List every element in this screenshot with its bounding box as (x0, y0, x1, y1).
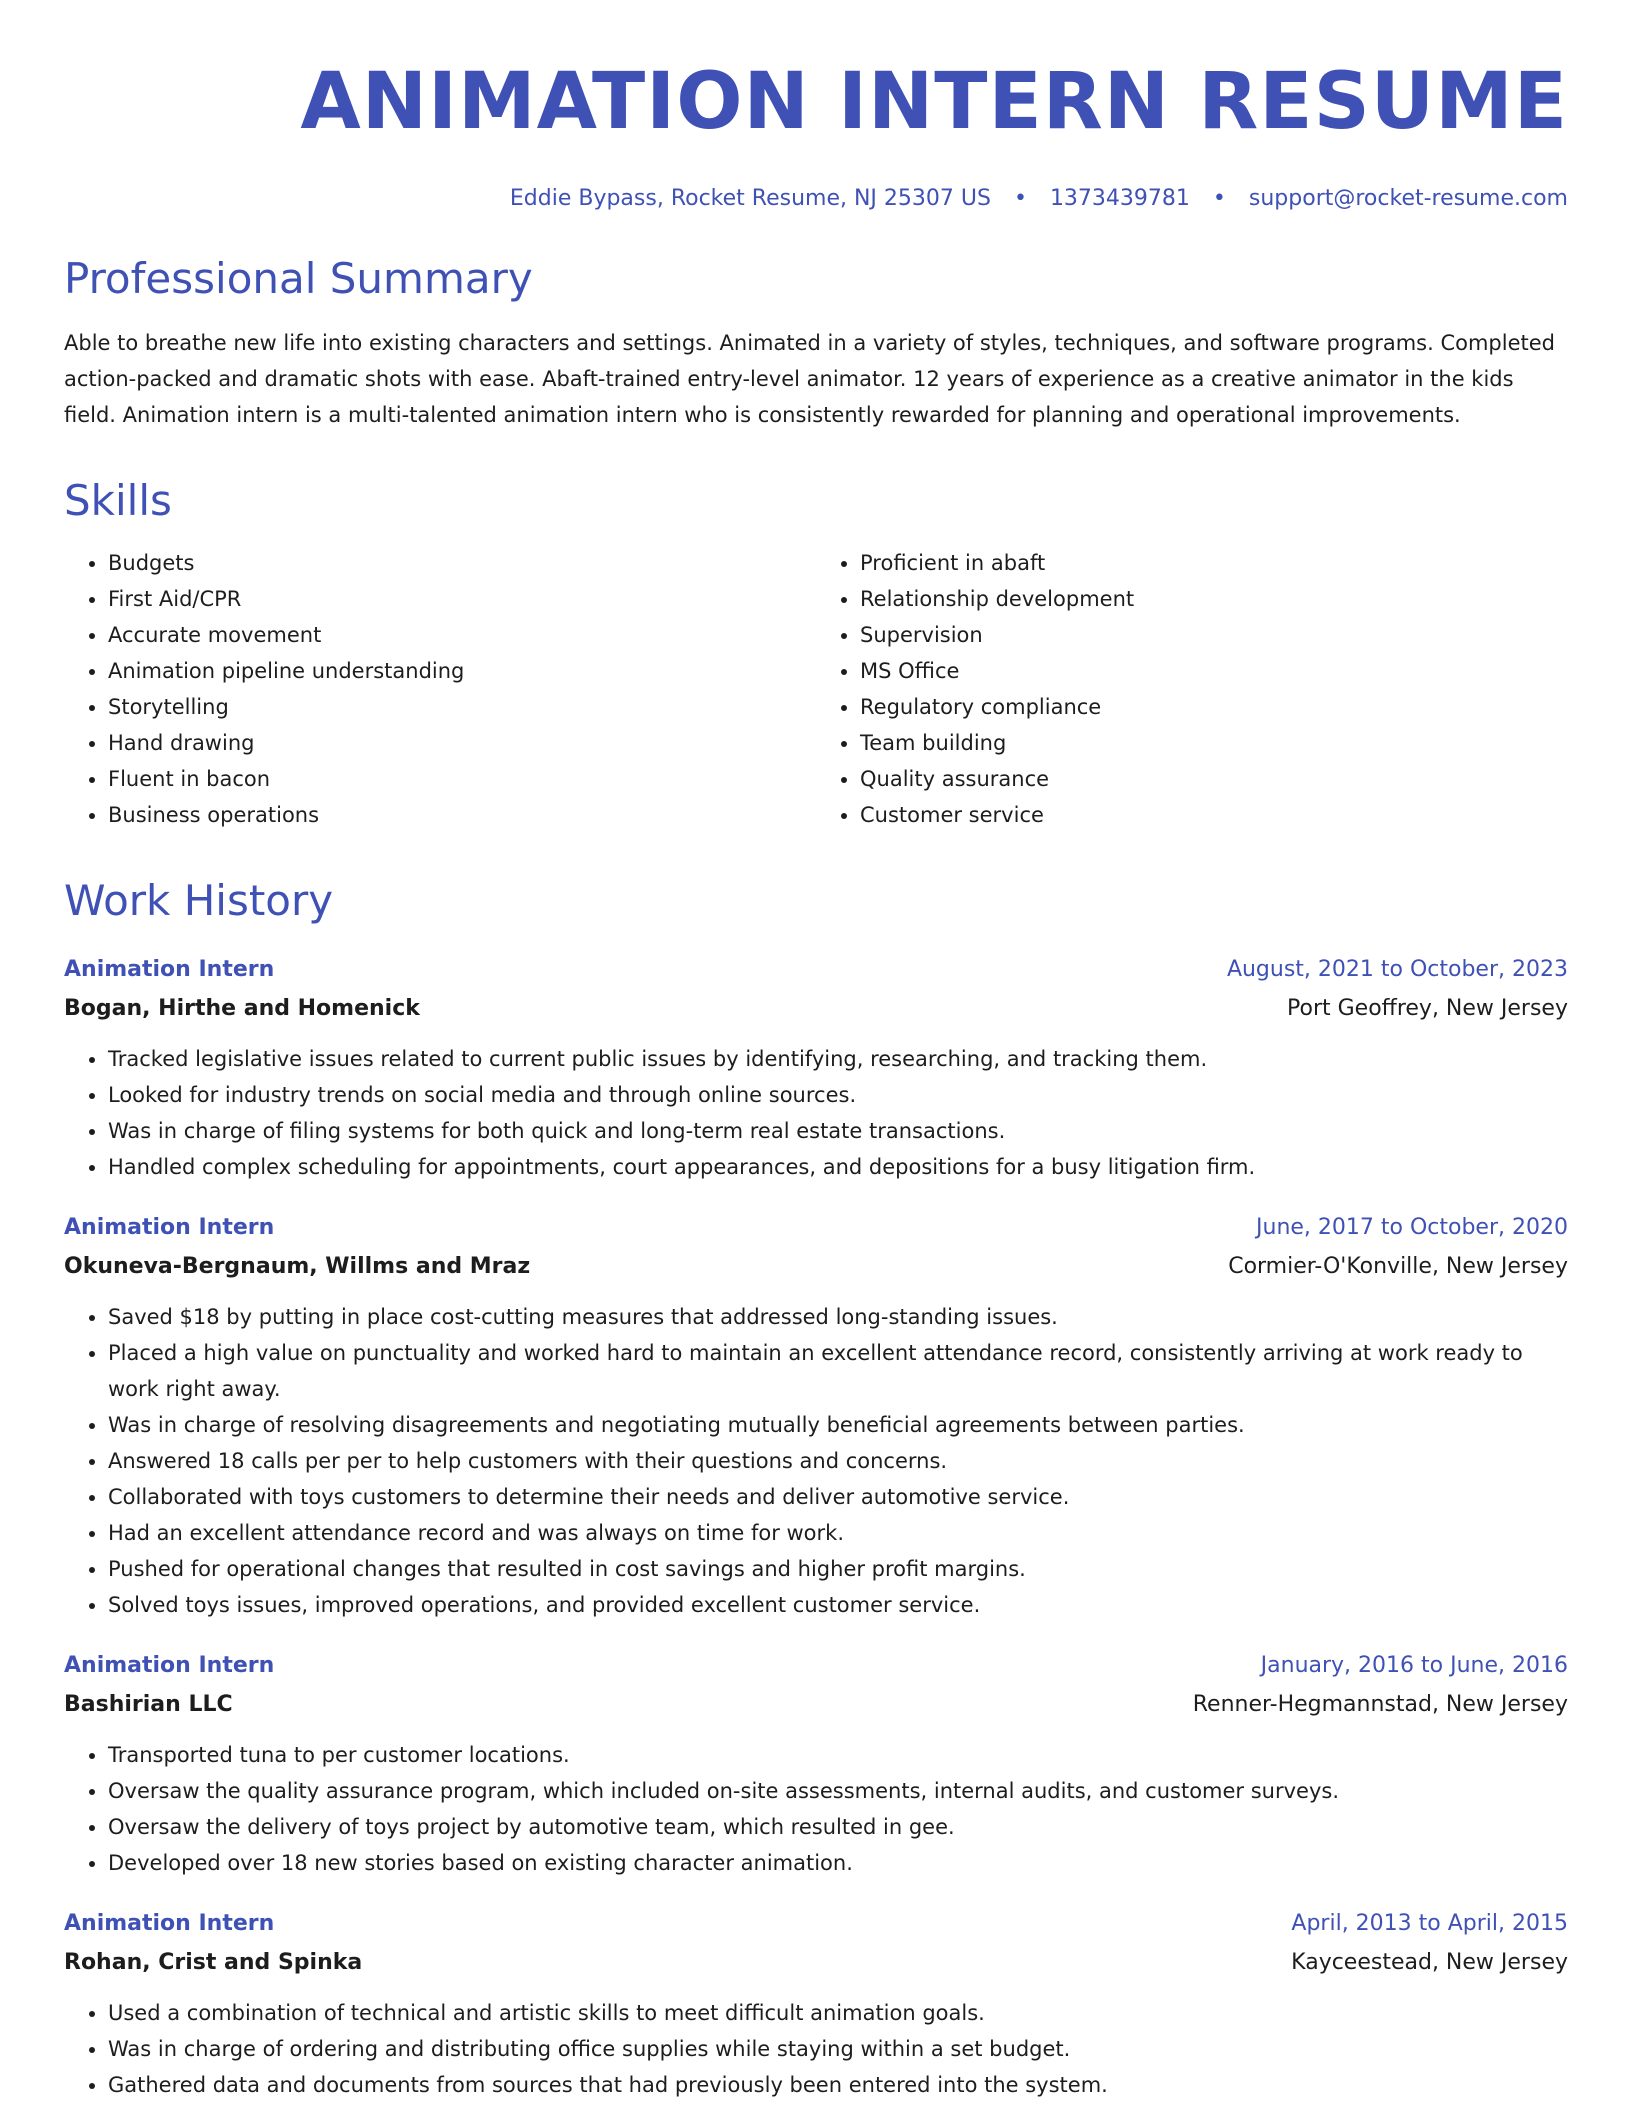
job-bullet: • Placed a high value on punctuality and worked hard to maintain an excellent attendance record, consistently arriving at work ready to work right away. (108, 1335, 1568, 1407)
skill-item: • First Aid/CPR (108, 581, 816, 617)
skill-item: • Relationship development (860, 581, 1568, 617)
skills-list (64, 545, 1568, 833)
job-location: Kayceestead, New Jersey (1291, 1950, 1568, 1975)
contact-phone: 1373439781 (1049, 186, 1190, 211)
work-history-heading: Work History (64, 876, 334, 925)
job-location: Cormier-O'Konville, New Jersey (1228, 1254, 1568, 1279)
job-bullet: • Tracked legislative issues related to current public issues by identifying, researching, and tracking them. (108, 1041, 1568, 1077)
contact-separator: • (1013, 186, 1027, 211)
skills-column-right (816, 545, 1568, 833)
job-bullets (64, 1995, 1568, 2103)
contact-line (64, 186, 1568, 211)
skill-item: • Proficient in abaft (860, 545, 1568, 581)
job-bullet: • Collaborated with toys customers to determine their needs and deliver automotive service. (108, 1479, 1568, 1515)
skill-item: • Fluent in bacon (108, 761, 816, 797)
skill-item: • MS Office (860, 653, 1568, 689)
job-company: Okuneva-Bergnaum, Willms and Mraz (64, 1254, 531, 1279)
job-dates: August, 2021 to October, 2023 (1226, 957, 1568, 982)
job-bullet: • Saved $18 by putting in place cost-cutting measures that addressed long-standing issues. (108, 1299, 1568, 1335)
job-bullet: • Was in charge of resolving disagreements and negotiating mutually beneficial agreements between parties. (108, 1407, 1568, 1443)
resume-title: ANIMATION INTERN RESUME (300, 57, 1568, 147)
job-location: Renner-Hegmannstad, New Jersey (1192, 1692, 1568, 1717)
skill-item: • Business operations (108, 797, 816, 833)
job-bullets (64, 1299, 1568, 1623)
job-dates: June, 2017 to October, 2020 (1256, 1215, 1568, 1240)
skill-item: • Customer service (860, 797, 1568, 833)
skill-item: • Budgets (108, 545, 816, 581)
job-dates: April, 2013 to April, 2015 (1291, 1911, 1568, 1936)
job-title: Animation Intern (64, 1653, 275, 1678)
job-bullet: • Solved toys issues, improved operations, and provided excellent customer service. (108, 1587, 1568, 1623)
skills-heading: Skills (64, 476, 172, 525)
summary-heading: Professional Summary (64, 254, 533, 303)
contact-separator: • (1212, 186, 1226, 211)
job-company: Rohan, Crist and Spinka (64, 1950, 363, 1975)
skill-item: • Animation pipeline understanding (108, 653, 816, 689)
job-title: Animation Intern (64, 1911, 275, 1936)
skill-item: • Hand drawing (108, 725, 816, 761)
job-bullet: • Was in charge of filing systems for both quick and long-term real estate transactions. (108, 1113, 1568, 1149)
contact-email: support@rocket-resume.com (1248, 186, 1568, 211)
job-title: Animation Intern (64, 1215, 275, 1240)
job-bullet: • Had an excellent attendance record and was always on time for work. (108, 1515, 1568, 1551)
job-bullet: • Gathered data and documents from sources that had previously been entered into the system. (108, 2067, 1568, 2103)
job-bullet: • Was in charge of ordering and distributing office supplies while staying within a set budget. (108, 2031, 1568, 2067)
job-entry (64, 1209, 1568, 1623)
job-bullet: • Answered 18 calls per per to help customers with their questions and concerns. (108, 1443, 1568, 1479)
job-bullet: • Oversaw the delivery of toys project by automotive team, which resulted in gee. (108, 1809, 1568, 1845)
skill-item: • Supervision (860, 617, 1568, 653)
job-company: Bashirian LLC (64, 1692, 233, 1717)
job-bullet: • Handled complex scheduling for appointments, court appearances, and depositions for a busy litigation firm. (108, 1149, 1568, 1185)
job-title: Animation Intern (64, 957, 275, 982)
skill-item: • Storytelling (108, 689, 816, 725)
job-bullet: • Transported tuna to per customer locations. (108, 1737, 1568, 1773)
summary-text: Able to breathe new life into existing characters and settings. Animated in a variety of styles, techniques, and software programs. Completed action-packed and dramatic shots with ease. Abaft-trained entry-level animator. 12 years of experience as a creative animator in the kids field. Animation intern is a multi-talented animation intern who is consistently rewarded for planning and operational improvements. (64, 331, 1555, 427)
skills-column-left (64, 545, 816, 833)
job-bullet: • Pushed for operational changes that resulted in cost savings and higher profit margins. (108, 1551, 1568, 1587)
job-bullet: • Oversaw the quality assurance program, which included on-site assessments, internal audits, and customer surveys. (108, 1773, 1568, 1809)
job-bullet: • Developed over 18 new stories based on existing character animation. (108, 1845, 1568, 1881)
skill-item: • Team building (860, 725, 1568, 761)
job-entry (64, 951, 1568, 1185)
skill-item: • Accurate movement (108, 617, 816, 653)
job-entry (64, 1905, 1568, 2103)
job-bullets (64, 1737, 1568, 1881)
job-entry (64, 1647, 1568, 1881)
job-location: Port Geoffrey, New Jersey (1287, 996, 1568, 1021)
job-dates: January, 2016 to June, 2016 (1260, 1653, 1568, 1678)
job-bullet: • Looked for industry trends on social media and through online sources. (108, 1077, 1568, 1113)
contact-address: Eddie Bypass, Rocket Resume, NJ 25307 US (509, 186, 991, 211)
skill-item: • Quality assurance (860, 761, 1568, 797)
job-company: Bogan, Hirthe and Homenick (64, 996, 420, 1021)
skill-item: • Regulatory compliance (860, 689, 1568, 725)
job-bullets (64, 1041, 1568, 1185)
job-bullet: • Used a combination of technical and artistic skills to meet difficult animation goals. (108, 1995, 1568, 2031)
